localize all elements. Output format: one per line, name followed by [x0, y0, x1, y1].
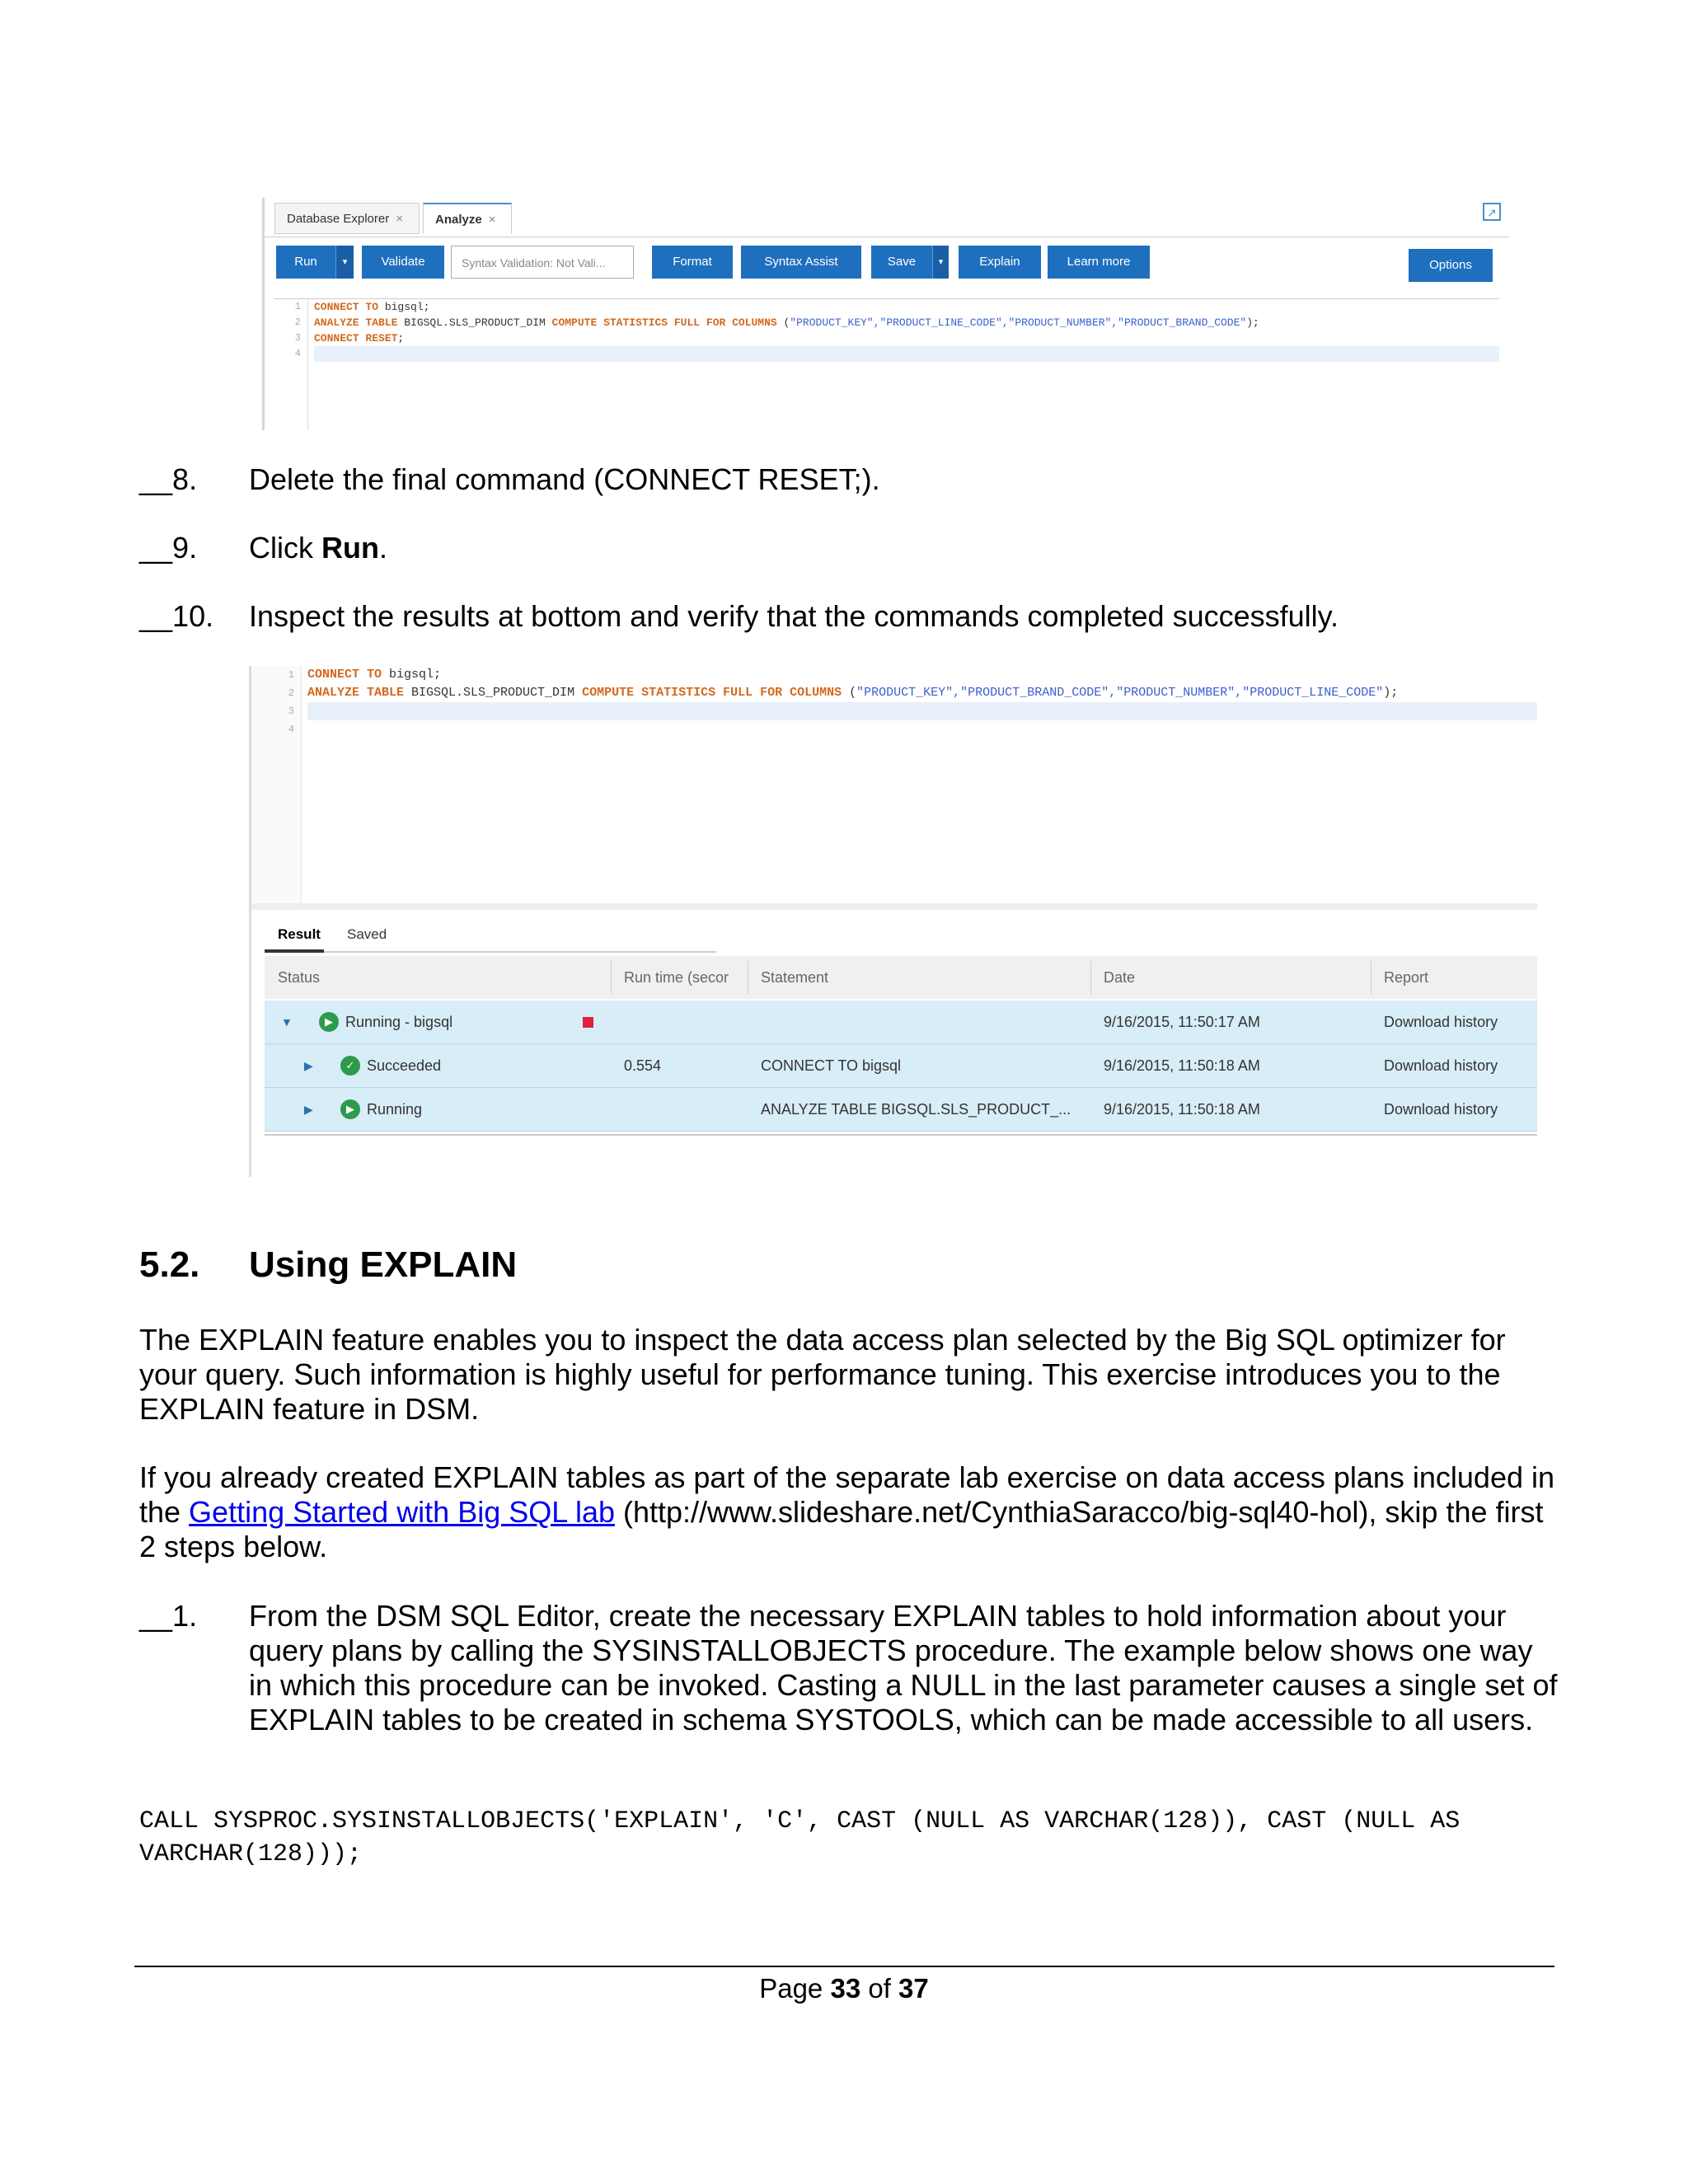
page-number: 33: [830, 1973, 861, 2004]
footer-rule: [134, 1966, 1554, 1967]
running-icon: ▶: [340, 1099, 360, 1119]
string-literal: "PRODUCT_KEY","PRODUCT_LINE_CODE","PRODUCT_NUMBER","PRODUCT_BRAND_CODE": [790, 316, 1247, 329]
keyword: COMPUTE STATISTICS FULL FOR COLUMNS: [582, 686, 842, 700]
tab-label: Analyze: [435, 213, 482, 227]
save-button[interactable]: Save: [871, 246, 932, 279]
sql-editor-screenshot-results: [249, 666, 1537, 1177]
syntax-validation-select[interactable]: Syntax Validation: Not Vali...: [451, 246, 634, 279]
step-number: __10.: [139, 599, 214, 633]
tab-database-explorer[interactable]: [274, 203, 420, 234]
code-text: (: [842, 686, 857, 700]
format-button[interactable]: Format: [652, 246, 733, 279]
code-text: (: [776, 316, 790, 329]
save-dropdown-button[interactable]: ▾: [932, 246, 949, 279]
paragraph-text: (http://www.slideshare.net/CynthiaSaracco/big-sql40-hol), skip the first 2 steps below.: [139, 1495, 1544, 1563]
column-header-runtime[interactable]: Run time (secor: [624, 969, 729, 986]
keyword: CONNECT TO: [314, 301, 379, 313]
code-text: ;: [397, 332, 405, 344]
paragraph-prereq: [139, 1460, 1557, 1564]
column-header-date[interactable]: Date: [1104, 969, 1136, 986]
sql-editor[interactable]: [251, 666, 1537, 905]
table-row[interactable]: [265, 1044, 1537, 1088]
panel-splitter[interactable]: [251, 903, 1537, 910]
date-cell: 9/16/2015, 11:50:17 AM: [1104, 1014, 1260, 1030]
step-text-part: Click: [249, 531, 321, 565]
explain-button[interactable]: Explain: [959, 246, 1041, 279]
date-cell: 9/16/2015, 11:50:18 AM: [1104, 1057, 1260, 1074]
grid-header: [265, 956, 1537, 999]
collapse-icon[interactable]: ▼: [281, 1015, 293, 1029]
table-row[interactable]: [265, 1001, 1537, 1044]
options-button[interactable]: Options: [1409, 249, 1493, 282]
download-history-link[interactable]: Download history: [1384, 1057, 1498, 1074]
tab-label: Database Explorer: [287, 212, 390, 226]
section-title: Using EXPLAIN: [249, 1244, 518, 1285]
column-divider: [611, 961, 612, 994]
section-number: 5.2.: [139, 1244, 200, 1285]
line-number-gutter: [274, 299, 308, 430]
code-line-3: [314, 330, 1499, 346]
code-line-4: [314, 346, 1499, 362]
step-text: [249, 531, 387, 565]
line-number: 4: [294, 348, 301, 359]
code-line-1: [307, 666, 1537, 684]
step-text: Delete the final command (CONNECT RESET;).: [249, 462, 880, 496]
column-header-report[interactable]: Report: [1384, 969, 1429, 986]
code-line-2: [314, 315, 1499, 330]
step-text-bold: Run: [321, 531, 379, 565]
expand-icon[interactable]: ▶: [304, 1059, 313, 1072]
code-text: BIGSQL.SLS_PRODUCT_DIM: [404, 686, 583, 700]
run-button[interactable]: Run: [276, 246, 335, 279]
string-literal: "PRODUCT_KEY","PRODUCT_BRAND_CODE","PRODUCT_NUMBER","PRODUCT_LINE_CODE": [856, 686, 1384, 700]
footer-text: of: [860, 1973, 899, 2004]
tab-divider: [265, 951, 716, 953]
maximize-icon[interactable]: ↗: [1483, 203, 1501, 221]
line-number: 4: [288, 724, 294, 735]
line-number: 1: [288, 669, 294, 681]
step-number: __1.: [139, 1599, 198, 1633]
page-total: 37: [898, 1973, 929, 2004]
page-footer: [0, 1973, 1688, 2004]
expand-icon[interactable]: ▶: [304, 1103, 313, 1116]
statement-cell[interactable]: ANALYZE TABLE BIGSQL.SLS_PRODUCT_...: [761, 1101, 1071, 1118]
code-area[interactable]: [314, 299, 1499, 362]
keyword: CONNECT RESET: [314, 332, 398, 344]
check-icon: ✓: [340, 1056, 360, 1076]
running-icon: ▶: [319, 1012, 339, 1032]
code-line-1: [314, 299, 1499, 315]
line-number: 3: [288, 705, 294, 717]
sql-editor-screenshot-top: [262, 198, 1509, 430]
download-history-link[interactable]: Download history: [1384, 1014, 1498, 1030]
step-text: From the DSM SQL Editor, create the necessary EXPLAIN tables to hold information about your query plans by calling the SYSINSTALLOBJECTS procedure. The example below shows one way in which this procedure can be invoked. Casting a NULL in the last parameter causes a single set of EXPLAIN tables to be created in schema SYSTOOLS, which can be made accessible to all users.: [249, 1599, 1558, 1736]
statement-cell[interactable]: CONNECT TO bigsql: [761, 1057, 902, 1074]
stop-icon[interactable]: [583, 1017, 593, 1028]
keyword: COMPUTE STATISTICS FULL FOR COLUMNS: [551, 316, 777, 329]
keyword: ANALYZE TABLE: [307, 686, 405, 700]
line-number-gutter: [251, 666, 302, 905]
sql-editor[interactable]: [274, 298, 1499, 430]
keyword: CONNECT TO: [307, 668, 382, 682]
status-text: Succeeded: [367, 1057, 442, 1074]
learn-more-button[interactable]: Learn more: [1048, 246, 1150, 279]
code-sample-line-1: CALL SYSPROC.SYSINSTALLOBJECTS('EXPLAIN', 'C', CAST (NULL AS VARCHAR(128)), CAST (NULL AS: [139, 1807, 1461, 1835]
validate-button[interactable]: Validate: [362, 246, 444, 279]
footer-text: Page: [759, 1973, 831, 2004]
column-divider: [1371, 961, 1372, 994]
code-line-4: [307, 720, 1537, 738]
grid-bottom-border: [265, 1134, 1537, 1136]
run-dropdown-button[interactable]: ▾: [335, 246, 354, 279]
paragraph-text: If you already created EXPLAIN tables as part of the separate lab exercise on data access plans included in the: [139, 1460, 1555, 1529]
code-line-2: [307, 684, 1537, 702]
status-text: Running: [367, 1101, 423, 1118]
tab-analyze[interactable]: [423, 203, 512, 234]
syntax-assist-button[interactable]: Syntax Assist: [741, 246, 861, 279]
code-text: );: [1246, 316, 1259, 329]
column-divider: [1090, 961, 1091, 994]
code-text: bigsql;: [378, 301, 430, 313]
keyword: ANALYZE TABLE: [314, 316, 398, 329]
table-row[interactable]: [265, 1088, 1537, 1132]
code-text: BIGSQL.SLS_PRODUCT_DIM: [397, 316, 552, 329]
status-text: Running - bigsql: [345, 1014, 453, 1030]
column-header-statement[interactable]: Statement: [761, 969, 829, 986]
tab-saved-queries[interactable]: Saved: [347, 926, 387, 942]
line-number: 3: [294, 332, 301, 344]
getting-started-link[interactable]: Getting Started with Big SQL lab: [189, 1495, 615, 1529]
line-number: 2: [294, 316, 301, 328]
tab-result[interactable]: Result: [278, 926, 321, 942]
paragraph-intro: The EXPLAIN feature enables you to inspect the data access plan selected by the Big SQL optimizer for your query. Such information is highly useful for performance tuning. This exercise introduces you to the EXPLAIN feature in DSM.: [139, 1323, 1506, 1426]
step-text-part: .: [378, 531, 387, 565]
code-sample-line-2: VARCHAR(128)));: [139, 1840, 363, 1868]
step-text: Inspect the results at bottom and verify that the commands completed successfully.: [249, 599, 1339, 633]
line-number: 1: [294, 301, 301, 312]
download-history-link[interactable]: Download history: [1384, 1101, 1498, 1118]
step-number: __8.: [139, 462, 198, 496]
code-text: );: [1383, 686, 1399, 700]
code-area[interactable]: [307, 666, 1537, 738]
code-text: bigsql;: [382, 668, 442, 682]
close-icon[interactable]: ×: [488, 213, 496, 227]
line-number: 2: [288, 687, 294, 699]
runtime-cell: 0.554: [624, 1057, 662, 1074]
step-number: __9.: [139, 531, 198, 565]
date-cell: 9/16/2015, 11:50:18 AM: [1104, 1101, 1260, 1118]
active-tab-indicator: [265, 949, 324, 953]
column-header-status[interactable]: Status: [278, 969, 321, 986]
close-icon[interactable]: ×: [396, 212, 403, 226]
code-line-3: [307, 702, 1537, 720]
